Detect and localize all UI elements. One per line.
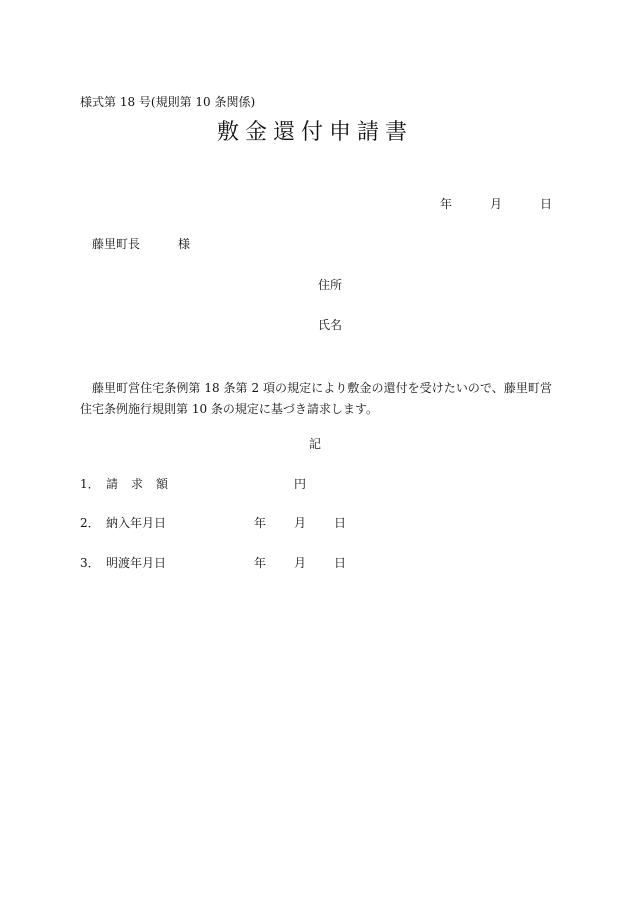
item-number: 1．: [80, 477, 100, 491]
addressee-honorific: 様: [178, 237, 191, 251]
request-body-text: 藤里町営住宅条例第 18 条第 2 項の規定により敷金の還付を受けたいので、藤里町営住宅条例施行規則第 10 条の規定に基づき請求します。: [80, 381, 552, 416]
item-claim-amount: [80, 478, 181, 490]
item-number: 3．: [80, 556, 100, 570]
document-title: 敷金還付申請書: [216, 120, 413, 145]
address-label: 住所: [318, 278, 343, 292]
date-day-label: 日: [539, 197, 552, 211]
addressee-name: 藤里町長: [92, 237, 141, 251]
date-year-label: 年: [254, 556, 267, 570]
item-label: 納入年月日: [106, 516, 167, 530]
ki-heading: 記: [308, 437, 321, 451]
item-payment-date: [80, 517, 166, 529]
form-number: 様式第 18 号(規則第 10 条関係): [80, 95, 256, 109]
date-year-label: 年: [440, 197, 453, 211]
date-month-label: 月: [293, 516, 306, 530]
vacate-date-fields: [254, 557, 346, 569]
date-month-label: 月: [293, 556, 306, 570]
addressee: [92, 238, 190, 250]
date-day-label: 日: [333, 516, 346, 530]
item-vacate-date: [80, 557, 166, 569]
item-label: 明渡年月日: [106, 556, 167, 570]
item-number: 2．: [80, 516, 100, 530]
item-label: 請求額: [106, 477, 182, 491]
application-date: [440, 198, 552, 210]
yen-unit-label: 円: [294, 477, 307, 491]
date-day-label: 日: [333, 556, 346, 570]
name-label: 氏名: [318, 318, 343, 332]
payment-date-fields: [254, 517, 346, 529]
date-month-label: 月: [489, 197, 502, 211]
date-year-label: 年: [254, 516, 267, 530]
